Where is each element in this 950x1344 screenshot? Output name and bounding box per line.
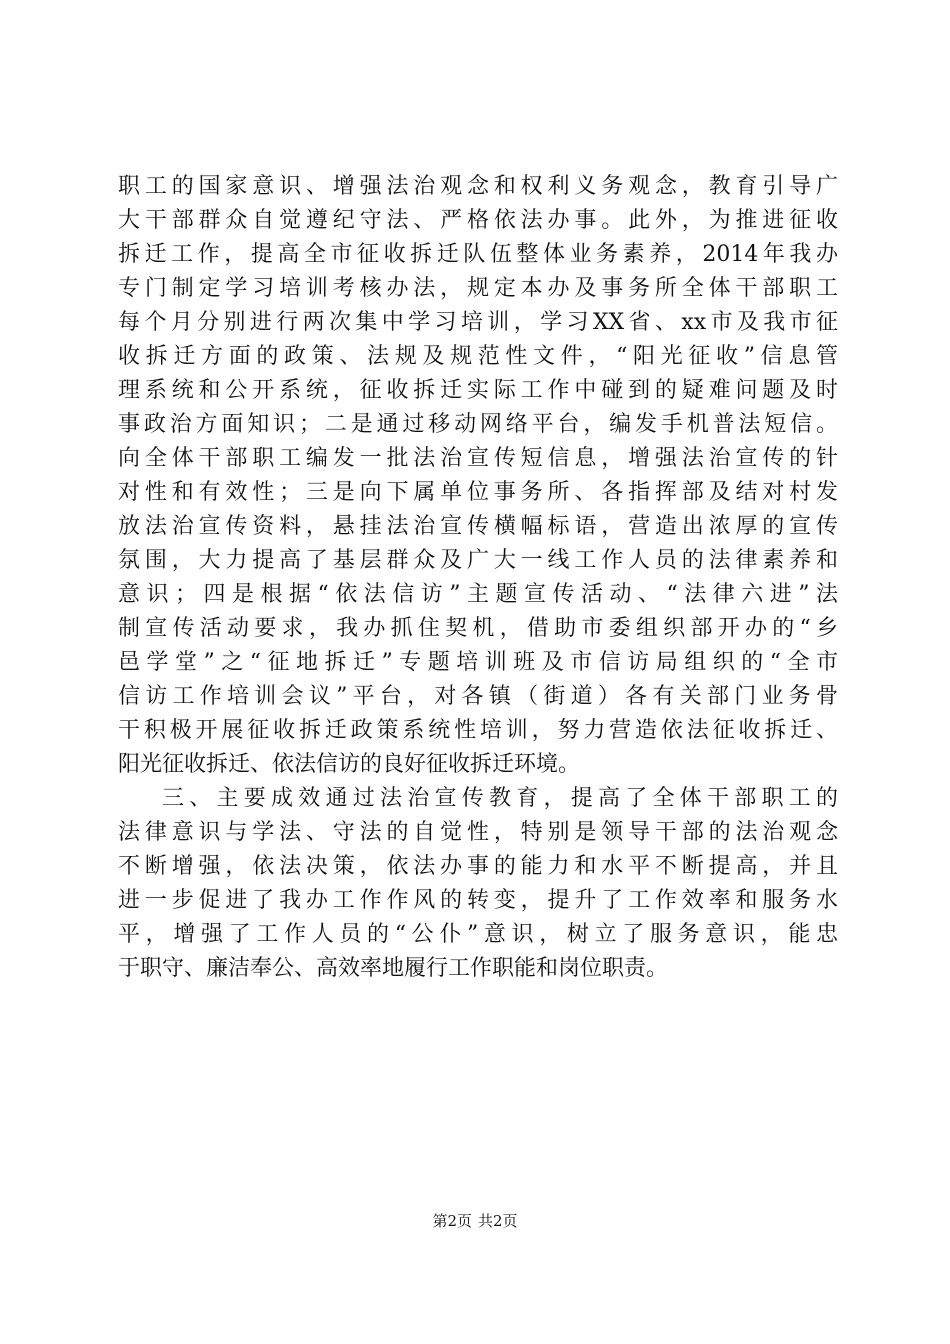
text-line: 放法治宣传资料，悬挂法治宣传横幅标语，营造出浓厚的宣传 <box>118 514 838 539</box>
text-line: 阳光征收拆迁、依法信访的良好征收拆迁环境。 <box>118 752 581 777</box>
text-line: 于职守、廉洁奉公、高效率地履行工作职能和岗位职责。 <box>118 956 669 981</box>
text-line: 干积极开展征收拆迁政策系统性培训，努力营造依法征收拆迁、 <box>118 718 838 743</box>
document-body <box>118 170 838 986</box>
page-total: 共2页 <box>478 1212 518 1230</box>
text-line: 拆迁工作，提高全市征收拆迁队伍整体业务素养，2014年我办 <box>118 242 838 267</box>
text-line: 信访工作培训会议”平台，对各镇（街道）各有关部门业务骨 <box>118 684 838 709</box>
text-line: 制宣传活动要求，我办抓住契机，借助市委组织部开办的“乡 <box>118 616 838 641</box>
text-line: 氛围，大力提高了基层群众及广大一线工作人员的法律素养和 <box>118 548 838 573</box>
text-line: 对性和有效性；三是向下属单位事务所、各指挥部及结对村发 <box>118 480 838 505</box>
text-line: 向全体干部职工编发一批法治宣传短信息，增强法治宣传的针 <box>118 446 838 471</box>
text-line: 平，增强了工作人员的“公仆”意识，树立了服务意识，能忠 <box>118 922 838 947</box>
section-heading-line: 三、主要成效通过法治宣传教育，提高了全体干部职工的 <box>162 786 838 811</box>
text-line: 大干部群众自觉遵纪守法、严格依法办事。此外，为推进征收 <box>118 208 838 233</box>
text-line: 不断增强，依法决策，依法办事的能力和水平不断提高，并且 <box>118 854 838 879</box>
text-line: 进一步促进了我办工作作风的转变，提升了工作效率和服务水 <box>118 888 838 913</box>
text-line: 事政治方面知识；二是通过移动网络平台，编发手机普法短信。 <box>118 412 838 437</box>
page-footer <box>0 1211 950 1231</box>
text-line: 收拆迁方面的政策、法规及规范性文件，“阳光征收”信息管 <box>118 344 838 369</box>
text-line: 职工的国家意识、增强法治观念和权利义务观念，教育引导广 <box>118 174 838 199</box>
text-line: 邑学堂”之“征地拆迁”专题培训班及市信访局组织的“全市 <box>118 650 838 675</box>
text-line: 专门制定学习培训考核办法，规定本办及事务所全体干部职工 <box>118 276 838 301</box>
page-number: 第2页 <box>432 1212 472 1230</box>
text-line: 每个月分别进行两次集中学习培训，学习XX省、xx市及我市征 <box>118 310 838 335</box>
text-line: 理系统和公开系统，征收拆迁实际工作中碰到的疑难问题及时 <box>118 378 838 403</box>
text-line: 意识；四是根据“依法信访”主题宣传活动、“法律六进”法 <box>118 582 838 607</box>
text-line: 法律意识与学法、守法的自觉性，特别是领导干部的法治观念 <box>118 820 838 845</box>
